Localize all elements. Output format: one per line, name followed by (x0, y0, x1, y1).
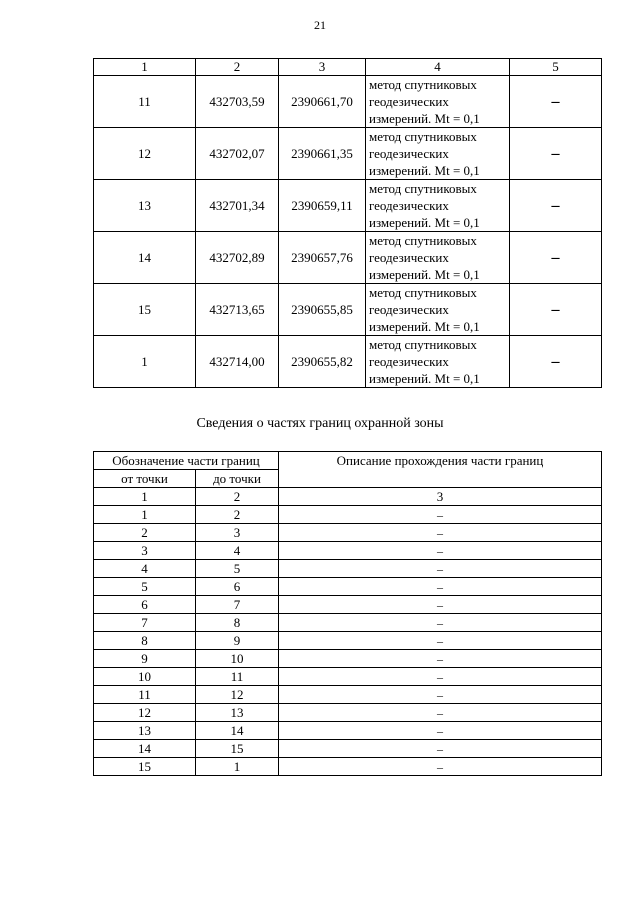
col-header-3: 3 (279, 59, 366, 76)
method-line: измерений. Mt = 0,1 (369, 371, 480, 386)
from-point: 8 (94, 632, 196, 650)
table-row (94, 542, 602, 560)
from-point: 4 (94, 560, 196, 578)
part-description: – (279, 632, 602, 650)
part-description: – (279, 668, 602, 686)
table-row (94, 506, 602, 524)
col-header-2: 2 (196, 59, 279, 76)
method-description (366, 336, 510, 388)
point-number: 11 (94, 76, 196, 128)
from-point: 2 (94, 524, 196, 542)
part-description: – (279, 758, 602, 776)
table-row (94, 128, 602, 180)
from-point: 5 (94, 578, 196, 596)
number-cell-3: 3 (279, 488, 602, 506)
part-description: – (279, 560, 602, 578)
method-line: измерений. Mt = 0,1 (369, 215, 480, 230)
from-point: 3 (94, 542, 196, 560)
table-row (94, 596, 602, 614)
part-description: – (279, 578, 602, 596)
method-description (366, 284, 510, 336)
from-point: 12 (94, 704, 196, 722)
table-row (94, 578, 602, 596)
from-point: 9 (94, 650, 196, 668)
from-point: 7 (94, 614, 196, 632)
table-row (94, 740, 602, 758)
header-from-point: от точки (94, 470, 196, 488)
coordinate-y: 2390655,85 (279, 284, 366, 336)
page-number: 21 (314, 18, 326, 32)
part-description: – (279, 596, 602, 614)
from-point: 1 (94, 506, 196, 524)
method-line: метод спутниковых (369, 233, 477, 248)
method-line: метод спутниковых (369, 77, 477, 92)
table-row (94, 668, 602, 686)
to-point: 5 (196, 560, 279, 578)
table-row (94, 560, 602, 578)
col-header-1: 1 (94, 59, 196, 76)
to-point: 8 (196, 614, 279, 632)
column-5-value: – (510, 336, 602, 388)
coordinate-x: 432703,59 (196, 76, 279, 128)
point-number: 14 (94, 232, 196, 284)
part-description: – (279, 524, 602, 542)
column-5-value: – (510, 180, 602, 232)
to-point: 1 (196, 758, 279, 776)
boundary-parts-table (93, 451, 602, 776)
from-point: 11 (94, 686, 196, 704)
coordinate-x: 432713,65 (196, 284, 279, 336)
coordinate-x: 432702,07 (196, 128, 279, 180)
to-point: 10 (196, 650, 279, 668)
coordinate-x: 432702,89 (196, 232, 279, 284)
method-line: геодезических (369, 198, 449, 213)
section-title: Сведения о частях границ охранной зоны (196, 416, 444, 431)
part-description: – (279, 740, 602, 758)
to-point: 9 (196, 632, 279, 650)
method-line: измерений. Mt = 0,1 (369, 111, 480, 126)
table-row (94, 284, 602, 336)
method-description (366, 76, 510, 128)
table-row (94, 524, 602, 542)
table-row (94, 650, 602, 668)
method-description (366, 180, 510, 232)
coordinate-x: 432701,34 (196, 180, 279, 232)
method-line: геодезических (369, 302, 449, 317)
point-number: 1 (94, 336, 196, 388)
method-line: метод спутниковых (369, 285, 477, 300)
from-point: 15 (94, 758, 196, 776)
part-description: – (279, 650, 602, 668)
to-point: 11 (196, 668, 279, 686)
coordinates-header-row (94, 59, 602, 76)
header-description: Описание прохождения части границ (279, 452, 602, 488)
method-line: геодезических (369, 250, 449, 265)
to-point: 12 (196, 686, 279, 704)
table-row (94, 180, 602, 232)
to-point: 4 (196, 542, 279, 560)
to-point: 2 (196, 506, 279, 524)
coordinate-y: 2390661,70 (279, 76, 366, 128)
method-line: метод спутниковых (369, 181, 477, 196)
part-description: – (279, 614, 602, 632)
method-line: метод спутниковых (369, 337, 477, 352)
point-number: 13 (94, 180, 196, 232)
to-point: 14 (196, 722, 279, 740)
header-to-point: до точки (196, 470, 279, 488)
method-line: геодезических (369, 94, 449, 109)
to-point: 15 (196, 740, 279, 758)
column-5-value: – (510, 76, 602, 128)
part-description: – (279, 722, 602, 740)
point-number: 12 (94, 128, 196, 180)
col-header-4: 4 (366, 59, 510, 76)
table-row (94, 336, 602, 388)
part-description: – (279, 704, 602, 722)
coordinate-y: 2390657,76 (279, 232, 366, 284)
to-point: 7 (196, 596, 279, 614)
method-line: геодезических (369, 146, 449, 161)
coordinate-y: 2390661,35 (279, 128, 366, 180)
method-line: измерений. Mt = 0,1 (369, 163, 480, 178)
from-point: 6 (94, 596, 196, 614)
coordinate-y: 2390659,11 (279, 180, 366, 232)
table-row (94, 614, 602, 632)
method-line: измерений. Mt = 0,1 (369, 319, 480, 334)
table-row (94, 758, 602, 776)
table-row (94, 704, 602, 722)
table-row (94, 232, 602, 284)
from-point: 14 (94, 740, 196, 758)
column-5-value: – (510, 128, 602, 180)
number-cell-2: 2 (196, 488, 279, 506)
method-description (366, 232, 510, 284)
from-point: 10 (94, 668, 196, 686)
part-description: – (279, 686, 602, 704)
method-description (366, 128, 510, 180)
coordinate-y: 2390655,82 (279, 336, 366, 388)
point-number: 15 (94, 284, 196, 336)
column-5-value: – (510, 284, 602, 336)
header-boundary-part: Обозначение части границ (94, 452, 279, 470)
table-row (94, 632, 602, 650)
to-point: 13 (196, 704, 279, 722)
table-row (94, 686, 602, 704)
method-line: геодезических (369, 354, 449, 369)
coordinate-x: 432714,00 (196, 336, 279, 388)
method-line: метод спутниковых (369, 129, 477, 144)
number-cell-1: 1 (94, 488, 196, 506)
col-header-5: 5 (510, 59, 602, 76)
to-point: 6 (196, 578, 279, 596)
table-row (94, 722, 602, 740)
from-point: 13 (94, 722, 196, 740)
method-line: измерений. Mt = 0,1 (369, 267, 480, 282)
to-point: 3 (196, 524, 279, 542)
part-description: – (279, 506, 602, 524)
table-row (94, 76, 602, 128)
part-description: – (279, 542, 602, 560)
column-5-value: – (510, 232, 602, 284)
parts-number-row (94, 488, 602, 506)
coordinates-table (93, 58, 602, 388)
parts-header-row (94, 452, 602, 470)
